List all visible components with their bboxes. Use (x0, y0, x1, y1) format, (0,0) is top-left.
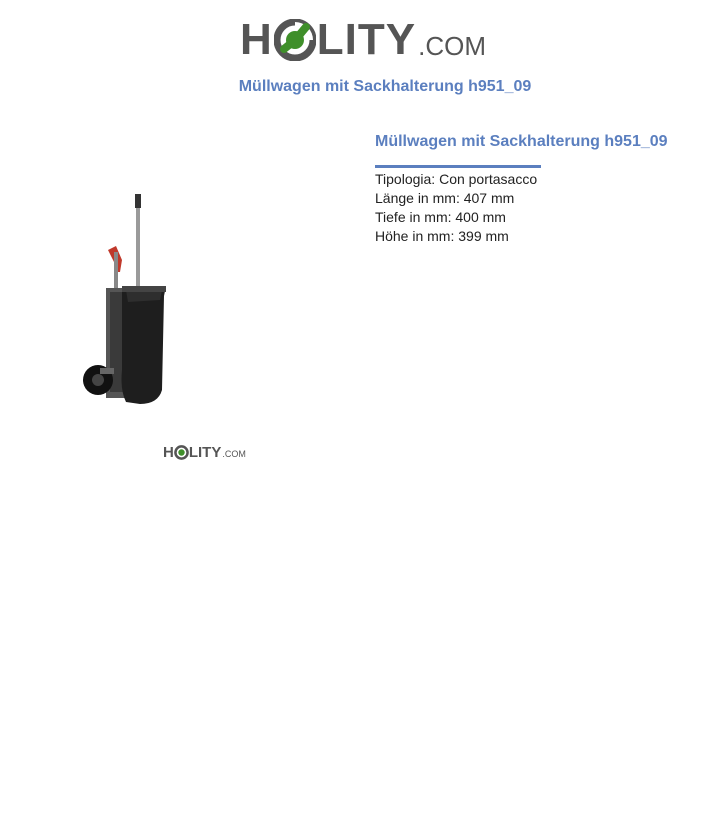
product-heading: Müllwagen mit Sackhalterung h951_09 (375, 133, 668, 150)
small-logo-letters-lity: LITY (188, 443, 222, 461)
spec-label: Tiefe in mm (375, 209, 448, 225)
spec-row: Höhe in mm: 399 mm (375, 228, 509, 244)
logo-letters-lity: LITY (316, 15, 417, 64)
heading-divider (375, 165, 541, 168)
logo-o-mark-icon (274, 19, 316, 61)
spec-row: Länge in mm: 407 mm (375, 190, 515, 206)
small-logo-letter-h: H (163, 443, 174, 461)
small-logo-o-mark-icon (174, 445, 189, 460)
product-details (375, 132, 675, 246)
small-logo-suffix: .COM (222, 449, 246, 459)
spec-label: Tipologia (375, 171, 432, 187)
spec-value: Con portasacco (439, 171, 538, 187)
spec-row: Tipologia: Con portasacco (375, 171, 538, 187)
page-title: Müllwagen mit Sackhalterung h951_09 (238, 78, 532, 95)
small-brand-logo (163, 442, 253, 462)
brand-logo[interactable] (240, 12, 485, 68)
logo-letter-h: H (240, 15, 273, 64)
trash-cart-icon (70, 190, 180, 410)
spec-value: 407 mm (463, 190, 515, 206)
spec-value: 399 mm (458, 228, 509, 244)
small-logo-wordmark (163, 444, 246, 461)
spec-value: 400 mm (455, 209, 506, 225)
spec-list (375, 170, 675, 246)
spec-row: Tiefe in mm: 400 mm (375, 209, 506, 225)
spec-label: Höhe in mm (375, 228, 451, 244)
logo-suffix: .COM (418, 31, 486, 61)
logo-wordmark (240, 15, 486, 64)
spec-label: Länge in mm (375, 190, 456, 206)
